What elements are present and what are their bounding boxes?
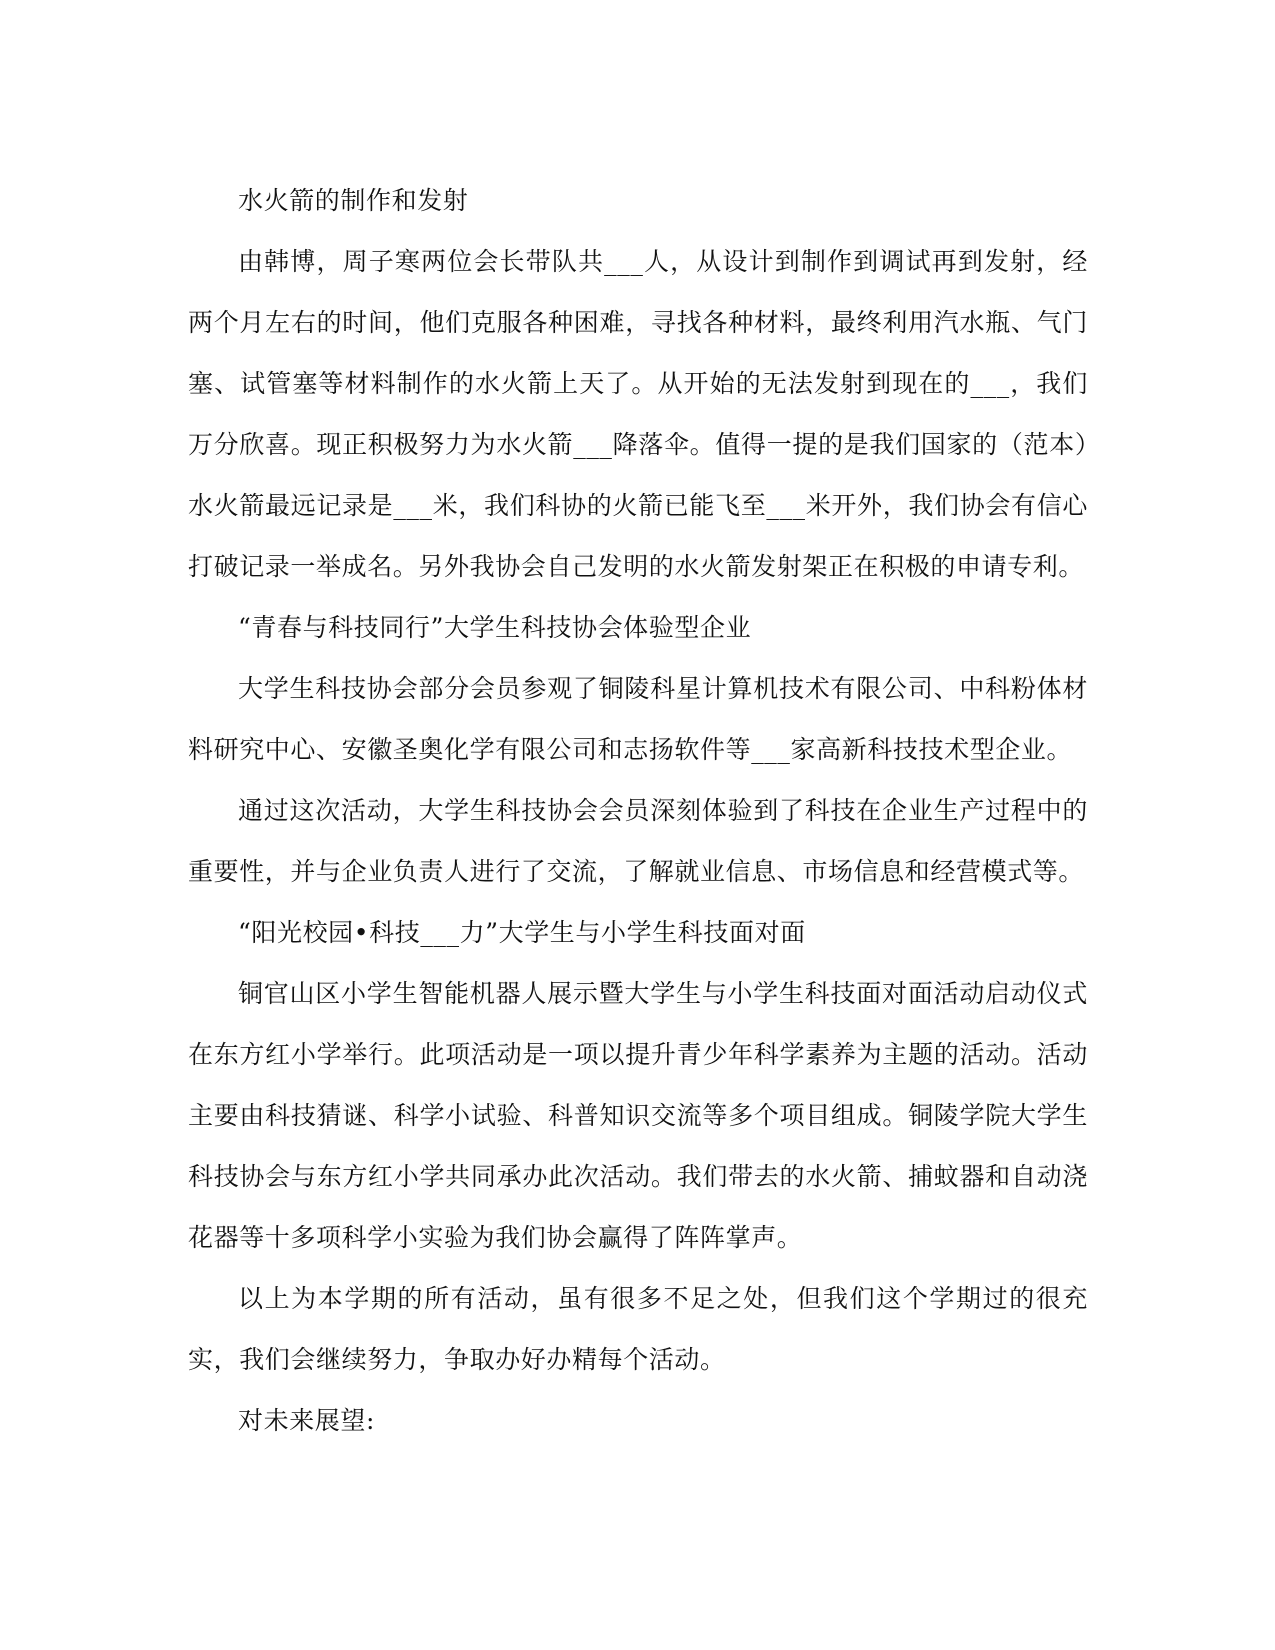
paragraph-water-rocket: 由韩博，周子寒两位会长带队共___人，从设计到制作到调试再到发射，经两个月左右的时间，他们克服各种困难，寻找各种材料，最终利用汽水瓶、气门塞、试管塞等材料制作的水火箭上天了。从开始的无法发射到现在的___，我们万分欣喜。现正积极努力为水火箭___降落伞。值得一提的是我们国家的（范本）水火箭最远记录是___米，我们科协的火箭已能飞至___米开外，我们协会有信心打破记录一举成名。另外我协会自己发明的水火箭发射架正在积极的申请专利。	[188, 247, 1088, 581]
paragraph-enterprise-experience: 通过这次活动，大学生科技协会会员深刻体验到了科技在企业生产过程中的重要性，并与企业负责人进行了交流，了解就业信息、市场信息和经营模式等。	[188, 796, 1088, 886]
document-page	[188, 170, 1088, 1451]
section-heading-sunshine-campus: “阳光校园•科技___力”大学生与小学生科技面对面	[238, 918, 806, 947]
section-heading-water-rocket: 水火箭的制作和发射	[238, 186, 469, 215]
paragraph-summary: 以上为本学期的所有活动，虽有很多不足之处，但我们这个学期过的很充实，我们会继续努力，争取办好办精每个活动。	[188, 1284, 1088, 1374]
section-heading-outlook: 对未来展望:	[238, 1406, 376, 1435]
paragraph-enterprise-visit: 大学生科技协会部分会员参观了铜陵科星计算机技术有限公司、中科粉体材料研究中心、安徽圣奥化学有限公司和志扬软件等___家高新科技技术型企业。	[188, 674, 1088, 764]
paragraph-sunshine-campus: 铜官山区小学生智能机器人展示暨大学生与小学生科技面对面活动启动仪式在东方红小学举行。此项活动是一项以提升青少年科学素养为主题的活动。活动主要由科技猜谜、科学小试验、科普知识交流等多个项目组成。铜陵学院大学生科技协会与东方红小学共同承办此次活动。我们带去的水火箭、捕蚊器和自动浇花器等十多项科学小实验为我们协会赢得了阵阵掌声。	[188, 979, 1088, 1252]
section-heading-enterprise-visit: “青春与科技同行”大学生科技协会体验型企业	[238, 613, 752, 642]
